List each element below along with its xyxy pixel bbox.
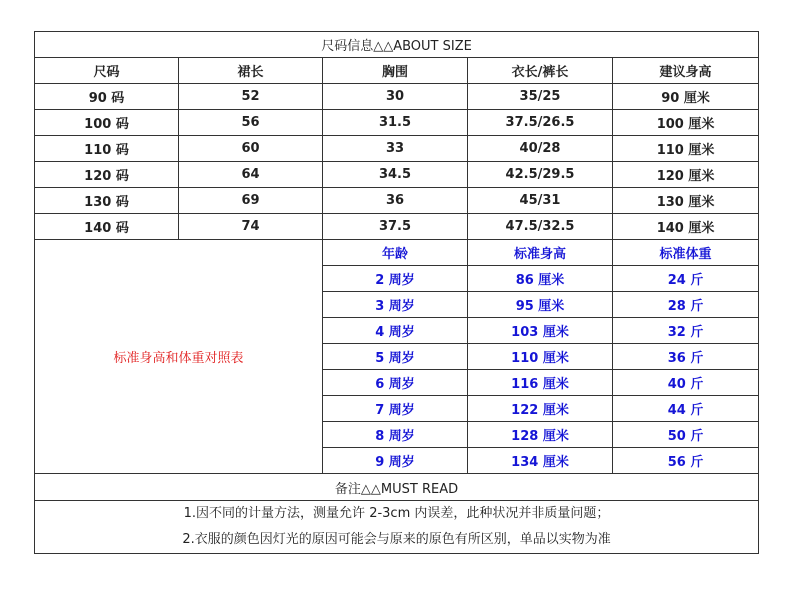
std-height-cell: 110 厘米	[468, 344, 613, 370]
std-height-cell: 128 厘米	[468, 422, 613, 448]
age-cell: 6 周岁	[323, 370, 468, 396]
skirt-length-cell: 52	[179, 84, 323, 110]
chest-cell: 31.5	[323, 110, 468, 136]
notes-body	[35, 501, 759, 554]
header-suggested-height: 建议身高	[613, 58, 759, 84]
std-weight-cell: 56 斤	[613, 448, 759, 474]
skirt-length-cell: 60	[179, 136, 323, 162]
std-chart-caption: 标准身高和体重对照表	[35, 240, 323, 474]
height-cell: 130 厘米	[613, 188, 759, 214]
age-cell: 9 周岁	[323, 448, 468, 474]
length-cell: 37.5/26.5	[468, 110, 613, 136]
table-row	[35, 162, 759, 188]
std-weight-cell: 44 斤	[613, 396, 759, 422]
age-cell: 7 周岁	[323, 396, 468, 422]
header-skirt-length: 裙长	[179, 58, 323, 84]
table-row	[35, 214, 759, 240]
chest-cell: 33	[323, 136, 468, 162]
note-item: 2.衣服的颜色因灯光的原因可能会与原来的原色有所区别，单品以实物为准	[182, 532, 611, 547]
header-std-weight: 标准体重	[613, 240, 759, 266]
std-height-cell: 122 厘米	[468, 396, 613, 422]
size-cell: 110 码	[35, 136, 179, 162]
size-chart-table	[34, 31, 759, 554]
std-weight-cell: 36 斤	[613, 344, 759, 370]
length-cell: 35/25	[468, 84, 613, 110]
std-weight-cell: 50 斤	[613, 422, 759, 448]
length-cell: 45/31	[468, 188, 613, 214]
table-row	[35, 84, 759, 110]
size-cell: 90 码	[35, 84, 179, 110]
age-cell: 8 周岁	[323, 422, 468, 448]
header-age: 年龄	[323, 240, 468, 266]
length-cell: 42.5/29.5	[468, 162, 613, 188]
std-weight-cell: 32 斤	[613, 318, 759, 344]
chest-cell: 37.5	[323, 214, 468, 240]
table-row	[35, 110, 759, 136]
chest-cell: 30	[323, 84, 468, 110]
notes-title: 备注△△MUST READ	[35, 474, 759, 501]
height-cell: 110 厘米	[613, 136, 759, 162]
std-height-cell: 86 厘米	[468, 266, 613, 292]
length-cell: 40/28	[468, 136, 613, 162]
std-height-cell: 103 厘米	[468, 318, 613, 344]
chest-cell: 36	[323, 188, 468, 214]
age-cell: 2 周岁	[323, 266, 468, 292]
note-item: 1.因不同的计量方法，测量允许 2-3cm 内误差，此种状况并非质量问题；	[183, 506, 610, 521]
size-cell: 130 码	[35, 188, 179, 214]
age-cell: 5 周岁	[323, 344, 468, 370]
table-row	[35, 136, 759, 162]
size-cell: 120 码	[35, 162, 179, 188]
skirt-length-cell: 56	[179, 110, 323, 136]
height-cell: 100 厘米	[613, 110, 759, 136]
std-height-cell: 134 厘米	[468, 448, 613, 474]
age-cell: 4 周岁	[323, 318, 468, 344]
skirt-length-cell: 64	[179, 162, 323, 188]
size-cell: 100 码	[35, 110, 179, 136]
table-row	[35, 188, 759, 214]
std-height-cell: 116 厘米	[468, 370, 613, 396]
std-weight-cell: 28 斤	[613, 292, 759, 318]
header-chest: 胸围	[323, 58, 468, 84]
chest-cell: 34.5	[323, 162, 468, 188]
length-cell: 47.5/32.5	[468, 214, 613, 240]
skirt-length-cell: 74	[179, 214, 323, 240]
size-info-title: 尺码信息△△ABOUT SIZE	[35, 32, 759, 58]
size-cell: 140 码	[35, 214, 179, 240]
std-height-cell: 95 厘米	[468, 292, 613, 318]
age-cell: 3 周岁	[323, 292, 468, 318]
height-cell: 90 厘米	[613, 84, 759, 110]
std-weight-cell: 40 斤	[613, 370, 759, 396]
skirt-length-cell: 69	[179, 188, 323, 214]
height-cell: 140 厘米	[613, 214, 759, 240]
header-std-height: 标准身高	[468, 240, 613, 266]
std-weight-cell: 24 斤	[613, 266, 759, 292]
height-cell: 120 厘米	[613, 162, 759, 188]
header-size: 尺码	[35, 58, 179, 84]
header-length: 衣长/裤长	[468, 58, 613, 84]
